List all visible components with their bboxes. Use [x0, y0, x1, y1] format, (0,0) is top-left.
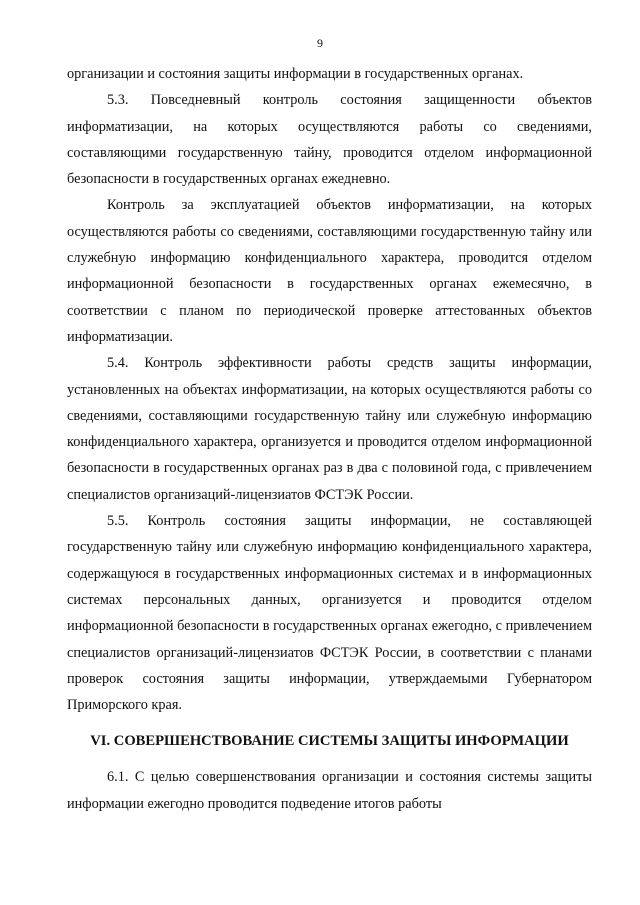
page-number: 9 — [317, 36, 323, 50]
paragraph-5-3: 5.3. Повседневный контроль состояния защищенности объектов информатизации, на которых осуществляются работы со сведениями, составляющими государственную тайну, проводится отделом информационной безопасности в государственных органах ежедневно. — [67, 92, 592, 188]
paragraph-5-4: 5.4. Контроль эффективности работы средств защиты информации, установленных на объектах информатизации, на которых осуществляются работы со сведениями, составляющими государственную тайну или служебную информацию конфиденциального характера, организуется и проводится отделом информационной безопасности в государственных органах раз в два с половиной года, с привлечением специалистов организаций-лицензиатов ФСТЭК России. — [67, 355, 592, 503]
section-heading: VI. СОВЕРШЕНСТВОВАНИЕ СИСТЕМЫ ЗАЩИТЫ ИНФОРМАЦИИ — [90, 733, 569, 750]
paragraph-5-5: 5.5. Контроль состояния защиты информации, не составляющей государственную тайну или служебную информацию конфиденциального характера, содержащуюся в государственных информационных системах и в информационных системах персональных данных, организуется и проводится отделом информационной безопасности в государственных органах ежегодно, с привлечением специалистов организаций-лицензиатов ФСТЭК России, в соответствии с планами проверок состояния защиты информации, утверждаемыми Губернатором Приморского края. — [67, 513, 592, 714]
paragraph-6-1: 6.1. С целью совершенствования организации и состояния системы защиты информации ежегодно проводится подведение итогов работы — [67, 769, 592, 812]
paragraph-control-exploitation: Контроль за эксплуатацией объектов информатизации, на которых осуществляются работы со сведениями, составляющими государственную тайну или служебную информацию конфиденциального характера, проводится отделом информационной безопасности в государственных органах ежемесячно, в соответствии с планом по периодической проверке аттестованных объектов информатизации. — [67, 197, 592, 345]
paragraph-continuation: организации и состояния защиты информации в государственных органах. — [67, 66, 524, 82]
document-body — [67, 61, 592, 817]
